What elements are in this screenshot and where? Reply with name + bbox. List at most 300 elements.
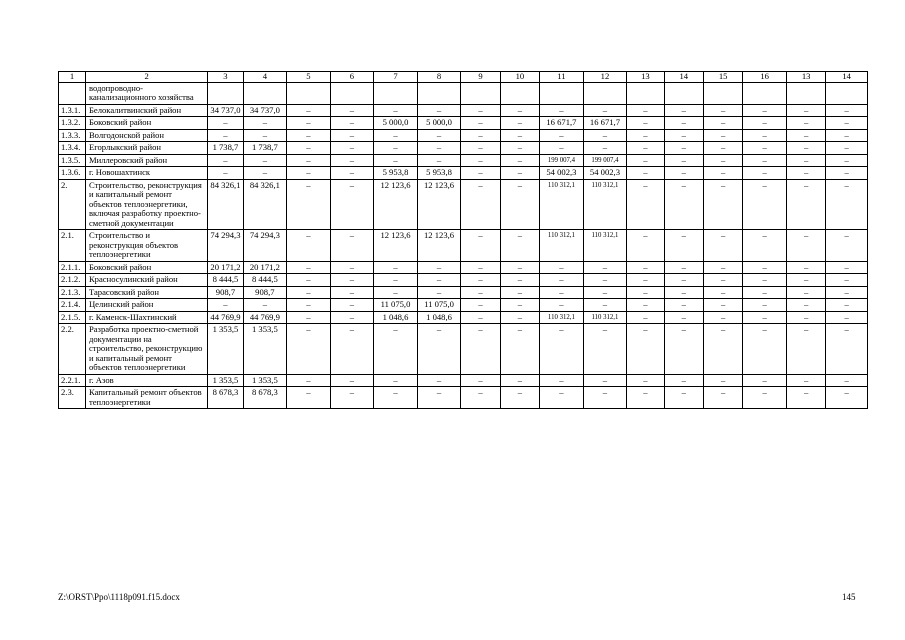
value-cell: – [417,142,461,155]
value-cell: – [826,154,868,167]
value-cell: – [583,324,627,375]
value-cell [583,82,627,104]
row-name: г. Азов [85,374,207,387]
value-cell: 1 048,6 [374,311,418,324]
row-name: Миллеровский район [85,154,207,167]
value-cell: – [627,387,664,409]
value-cell: – [417,129,461,142]
row-number: 2.1. [59,230,86,262]
value-cell: – [208,167,243,180]
value-cell: – [417,274,461,287]
row-name: Тарасовский район [85,286,207,299]
value-cell: – [330,274,374,287]
value-cell: – [627,154,664,167]
value-cell: – [583,104,627,117]
row-name: г. Новошахтинск [85,167,207,180]
value-cell: – [664,154,703,167]
table-row [59,261,868,274]
value-cell: 1 353,5 [208,374,243,387]
value-cell: – [627,129,664,142]
value-cell: – [330,117,374,130]
value-cell [208,82,243,104]
value-cell: – [826,311,868,324]
value-cell: – [461,324,500,375]
value-cell: 34 737,0 [208,104,243,117]
row-number: 2.3. [59,387,86,409]
value-cell: 1 353,5 [243,324,287,375]
value-cell: 908,7 [208,286,243,299]
value-cell [287,82,331,104]
value-cell: – [540,274,584,287]
value-cell: – [703,374,742,387]
value-cell: 12 123,6 [417,230,461,262]
value-cell: 1 738,7 [243,142,287,155]
value-cell: – [703,324,742,375]
value-cell: – [374,142,418,155]
value-cell: – [743,374,787,387]
value-cell: – [287,374,331,387]
table-row [59,154,868,167]
value-cell: 5 953,8 [374,167,418,180]
table-row [59,387,868,409]
value-cell: – [703,261,742,274]
value-cell: – [743,104,787,117]
value-cell: – [826,261,868,274]
value-cell: – [664,299,703,312]
value-cell: – [743,387,787,409]
value-cell: – [703,167,742,180]
value-cell: – [330,230,374,262]
table-row [59,230,868,262]
column-header: 2 [85,72,207,83]
value-cell: – [826,286,868,299]
value-cell: – [500,261,539,274]
value-cell: – [664,117,703,130]
value-cell: – [786,374,825,387]
row-number: 2.1.5. [59,311,86,324]
value-cell: – [826,374,868,387]
value-cell: – [461,261,500,274]
value-cell: 110 312,1 [583,230,627,262]
value-cell: – [826,274,868,287]
row-name: Белокалитвинский район [85,104,207,117]
value-cell: – [500,142,539,155]
value-cell: – [540,299,584,312]
value-cell: – [374,387,418,409]
value-cell: – [743,129,787,142]
column-header: 8 [417,72,461,83]
row-number: 2.1.4. [59,299,86,312]
value-cell: – [330,299,374,312]
footer-file-path: Z:\ORST\Ppo\1118p091.f15.docx [58,592,180,602]
value-cell: – [461,311,500,324]
value-cell: – [786,129,825,142]
value-cell: – [330,154,374,167]
table-row [59,129,868,142]
table-row [59,374,868,387]
value-cell: 5 000,0 [374,117,418,130]
row-number: 2. [59,179,86,230]
value-cell: – [583,387,627,409]
row-name: Строительство и реконструкция объектов теплоэнергетики [85,230,207,262]
value-cell: – [703,104,742,117]
value-cell: – [627,286,664,299]
value-cell: – [627,299,664,312]
value-cell: – [786,167,825,180]
value-cell: – [664,167,703,180]
column-header: 4 [243,72,287,83]
value-cell: 44 769,9 [243,311,287,324]
value-cell [826,82,868,104]
value-cell: 110 312,1 [540,311,584,324]
value-cell: – [461,374,500,387]
value-cell: – [330,261,374,274]
value-cell: – [786,117,825,130]
value-cell: – [461,167,500,180]
table-row [59,142,868,155]
row-number: 2.2. [59,324,86,375]
value-cell: 1 738,7 [208,142,243,155]
value-cell [540,82,584,104]
value-cell: 8 678,3 [243,387,287,409]
value-cell: – [374,286,418,299]
value-cell: – [374,274,418,287]
row-number: 1.3.6. [59,167,86,180]
value-cell [330,82,374,104]
value-cell: – [374,104,418,117]
value-cell: – [500,104,539,117]
value-cell: – [664,387,703,409]
value-cell: – [743,299,787,312]
row-number: 1.3.1. [59,104,86,117]
column-header: 1 [59,72,86,83]
row-name: Егорлыкский район [85,142,207,155]
value-cell: – [500,311,539,324]
value-cell: – [287,129,331,142]
value-cell: – [330,286,374,299]
value-cell: – [287,117,331,130]
value-cell: 5 000,0 [417,117,461,130]
row-number: 2.1.3. [59,286,86,299]
value-cell: – [417,387,461,409]
value-cell: – [664,230,703,262]
table-body [59,72,868,409]
value-cell: 54 002,3 [540,167,584,180]
value-cell: – [330,387,374,409]
value-cell: – [664,179,703,230]
value-cell: – [330,142,374,155]
value-cell: – [703,230,742,262]
row-name: Разработка проектно-сметной документации на строительство, реконструкцию и капитальный ремонт объектов теплоэнергетики [85,324,207,375]
value-cell: – [500,299,539,312]
value-cell: – [540,104,584,117]
table-row [59,286,868,299]
value-cell [243,82,287,104]
value-cell: 8 444,5 [243,274,287,287]
table-row [59,299,868,312]
value-cell [664,82,703,104]
column-header: 5 [287,72,331,83]
value-cell: – [330,129,374,142]
value-cell [786,82,825,104]
value-cell: 16 671,7 [583,117,627,130]
value-cell: – [374,374,418,387]
value-cell: 74 294,3 [208,230,243,262]
value-cell: 8 444,5 [208,274,243,287]
value-cell: – [461,142,500,155]
data-table [58,71,868,409]
header-row [59,72,868,83]
value-cell: 20 171,2 [208,261,243,274]
value-cell: – [664,104,703,117]
value-cell: – [287,387,331,409]
value-cell [627,82,664,104]
value-cell: – [540,324,584,375]
value-cell: – [703,154,742,167]
value-cell: – [417,154,461,167]
column-header: 14 [826,72,868,83]
value-cell [500,82,539,104]
value-cell: – [500,117,539,130]
row-name: Волгодонской район [85,129,207,142]
value-cell: – [374,154,418,167]
value-cell: – [786,179,825,230]
value-cell: – [627,230,664,262]
value-cell: 74 294,3 [243,230,287,262]
value-cell: – [743,311,787,324]
row-number: 1.3.3. [59,129,86,142]
column-header: 7 [374,72,418,83]
table-row [59,104,868,117]
row-number: 1.3.4. [59,142,86,155]
value-cell: – [664,374,703,387]
value-cell: – [583,299,627,312]
value-cell: – [743,230,787,262]
value-cell: – [287,299,331,312]
value-cell: – [786,261,825,274]
value-cell: – [627,117,664,130]
value-cell: – [743,286,787,299]
value-cell: – [500,179,539,230]
column-header: 3 [208,72,243,83]
value-cell: – [786,311,825,324]
value-cell: 908,7 [243,286,287,299]
value-cell: 11 075,0 [374,299,418,312]
row-name: Боковский район [85,261,207,274]
value-cell: – [208,299,243,312]
value-cell: – [330,311,374,324]
value-cell: – [208,117,243,130]
value-cell: – [664,311,703,324]
value-cell: – [374,129,418,142]
value-cell: – [417,261,461,274]
value-cell [417,82,461,104]
value-cell: 199 007,4 [583,154,627,167]
value-cell: 1 048,6 [417,311,461,324]
value-cell: – [826,387,868,409]
value-cell: – [417,324,461,375]
column-header: 9 [461,72,500,83]
column-header: 11 [540,72,584,83]
value-cell: – [743,167,787,180]
value-cell: – [826,230,868,262]
value-cell: – [826,104,868,117]
value-cell: – [208,129,243,142]
row-number: 1.3.5. [59,154,86,167]
value-cell: – [664,274,703,287]
column-header: 13 [786,72,825,83]
table-row [59,117,868,130]
row-number: 2.1.1. [59,261,86,274]
value-cell: – [627,374,664,387]
value-cell: – [461,387,500,409]
value-cell: 1 353,5 [208,324,243,375]
value-cell: – [330,167,374,180]
page-number: 145 [842,592,856,602]
value-cell: – [583,286,627,299]
row-number: 1.3.2. [59,117,86,130]
value-cell: 110 312,1 [540,230,584,262]
table-row [59,274,868,287]
value-cell: – [540,142,584,155]
value-cell: – [540,286,584,299]
value-cell: – [461,129,500,142]
value-cell: – [287,154,331,167]
value-cell: – [826,167,868,180]
value-cell: – [703,129,742,142]
value-cell: – [500,387,539,409]
value-cell: – [500,167,539,180]
value-cell: – [243,299,287,312]
value-cell: – [627,274,664,287]
value-cell: – [703,117,742,130]
value-cell: – [703,311,742,324]
row-number: 2.2.1. [59,374,86,387]
value-cell: 199 007,4 [540,154,584,167]
value-cell: – [743,117,787,130]
value-cell: – [461,230,500,262]
row-name: Строительство, реконструкция и капитальный ремонт объектов теплоэнергетики, включая разработку проектно-сметной документации [85,179,207,230]
value-cell: – [664,286,703,299]
value-cell: – [826,142,868,155]
value-cell: – [627,311,664,324]
value-cell: – [417,104,461,117]
table-row [59,324,868,375]
value-cell [461,82,500,104]
value-cell: 110 312,1 [583,311,627,324]
value-cell: – [287,104,331,117]
value-cell: – [786,387,825,409]
value-cell [374,82,418,104]
value-cell: – [786,299,825,312]
value-cell: – [743,142,787,155]
value-cell: – [703,274,742,287]
value-cell: – [500,129,539,142]
value-cell: – [287,324,331,375]
value-cell: 12 123,6 [374,230,418,262]
value-cell: – [287,167,331,180]
value-cell: – [743,261,787,274]
value-cell: – [786,104,825,117]
value-cell: – [540,387,584,409]
value-cell: – [786,230,825,262]
value-cell [743,82,787,104]
column-header: 13 [627,72,664,83]
value-cell: – [287,142,331,155]
value-cell: – [627,104,664,117]
table-row [59,311,868,324]
value-cell: – [243,129,287,142]
value-cell: 12 123,6 [417,179,461,230]
value-cell: – [330,324,374,375]
value-cell: – [374,261,418,274]
value-cell: 11 075,0 [417,299,461,312]
row-name: Целинский район [85,299,207,312]
table-row [59,179,868,230]
row-name: Капитальный ремонт объектов теплоэнергетики [85,387,207,409]
row-number: 2.1.2. [59,274,86,287]
value-cell: – [500,286,539,299]
value-cell: – [461,299,500,312]
row-name: водопроводно-канализационного хозяйства [85,82,207,104]
value-cell: – [461,154,500,167]
value-cell: – [330,104,374,117]
value-cell: – [461,117,500,130]
value-cell: – [703,299,742,312]
value-cell: – [461,274,500,287]
value-cell: – [583,274,627,287]
value-cell: – [826,299,868,312]
value-cell: – [703,286,742,299]
value-cell: – [287,274,331,287]
value-cell: – [627,324,664,375]
value-cell: 34 737,0 [243,104,287,117]
value-cell: 110 312,1 [583,179,627,230]
value-cell: – [664,142,703,155]
value-cell: – [417,286,461,299]
value-cell: – [786,142,825,155]
value-cell: – [500,324,539,375]
value-cell: – [743,179,787,230]
value-cell: – [664,324,703,375]
value-cell: – [826,129,868,142]
value-cell: 84 326,1 [243,179,287,230]
table-row [59,82,868,104]
row-name: г. Каменск-Шахтинский [85,311,207,324]
value-cell: – [786,286,825,299]
value-cell: – [786,274,825,287]
value-cell: – [500,230,539,262]
value-cell: – [703,387,742,409]
value-cell: – [417,374,461,387]
value-cell: – [826,117,868,130]
value-cell: 54 002,3 [583,167,627,180]
value-cell: – [583,129,627,142]
value-cell: – [287,261,331,274]
value-cell: – [500,274,539,287]
column-header: 16 [743,72,787,83]
value-cell: 84 326,1 [208,179,243,230]
value-cell: – [540,129,584,142]
column-header: 10 [500,72,539,83]
row-name: Боковский район [85,117,207,130]
value-cell: 16 671,7 [540,117,584,130]
column-header: 6 [330,72,374,83]
column-header: 15 [703,72,742,83]
value-cell: – [826,179,868,230]
column-header: 14 [664,72,703,83]
value-cell: – [540,374,584,387]
